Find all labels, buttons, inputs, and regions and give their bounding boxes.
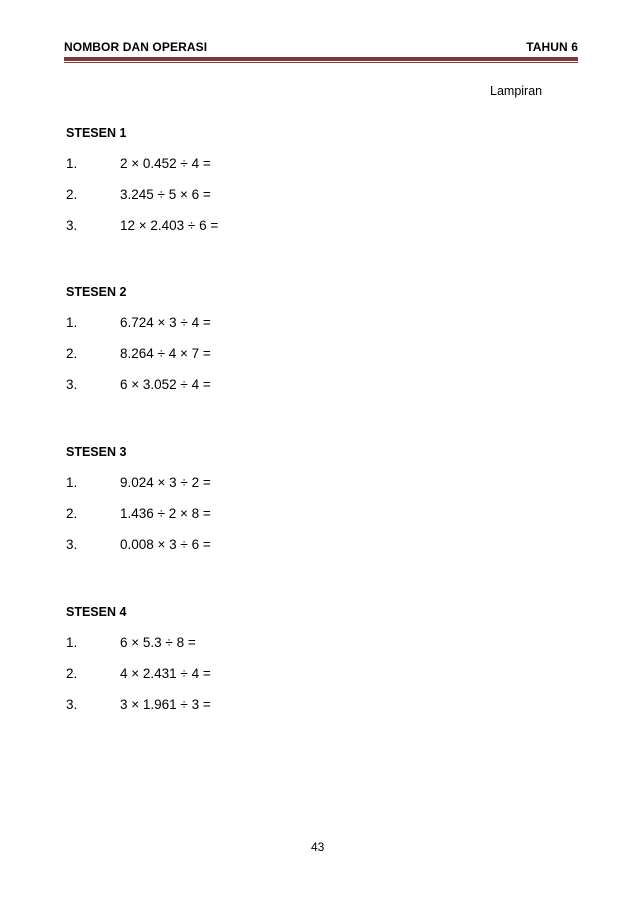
problem-item — [66, 635, 546, 666]
station-title: STESEN 4 — [66, 605, 127, 619]
problem-number: 2. — [66, 346, 78, 361]
problem-item — [66, 475, 546, 506]
problem-number: 2. — [66, 187, 78, 202]
problem-expression: 6 × 3.052 ÷ 4 = — [120, 377, 211, 392]
problem-item — [66, 187, 546, 218]
problem-expression: 2 × 0.452 ÷ 4 = — [120, 156, 211, 171]
problem-expression: 1.436 ÷ 2 × 8 = — [120, 506, 211, 521]
problem-number: 3. — [66, 697, 78, 712]
problem-number: 1. — [66, 635, 78, 650]
header-subject: NOMBOR DAN OPERASI — [64, 40, 208, 54]
problem-number: 2. — [66, 506, 78, 521]
problem-expression: 0.008 × 3 ÷ 6 = — [120, 537, 211, 552]
problem-expression: 3.245 ÷ 5 × 6 = — [120, 187, 211, 202]
station-title: STESEN 3 — [66, 445, 127, 459]
problem-number: 1. — [66, 156, 78, 171]
problem-list — [66, 156, 546, 249]
header-rule-thick — [64, 57, 578, 61]
problem-list — [66, 315, 546, 408]
header-rule-thin — [64, 62, 578, 63]
station-2 — [66, 282, 546, 408]
problem-item — [66, 377, 546, 408]
header-grade: TAHUN 6 — [526, 40, 578, 54]
problem-expression: 6 × 5.3 ÷ 8 = — [120, 635, 196, 650]
page-number: 43 — [311, 840, 325, 854]
problem-expression: 4 × 2.431 ÷ 4 = — [120, 666, 211, 681]
problem-list — [66, 635, 546, 728]
problem-item — [66, 697, 546, 728]
problem-number: 1. — [66, 475, 78, 490]
appendix-label: Lampiran — [490, 84, 543, 98]
problem-number: 3. — [66, 377, 78, 392]
problem-list — [66, 475, 546, 568]
problem-item — [66, 315, 546, 346]
problem-item — [66, 156, 546, 187]
problem-item — [66, 218, 546, 249]
problem-expression: 8.264 ÷ 4 × 7 = — [120, 346, 211, 361]
problem-expression: 6.724 × 3 ÷ 4 = — [120, 315, 211, 330]
station-3 — [66, 442, 546, 568]
problem-number: 3. — [66, 218, 78, 233]
problem-item — [66, 666, 546, 697]
problem-item — [66, 537, 546, 568]
station-title: STESEN 1 — [66, 126, 127, 140]
problem-number: 3. — [66, 537, 78, 552]
problem-number: 2. — [66, 666, 78, 681]
problem-expression: 9.024 × 3 ÷ 2 = — [120, 475, 211, 490]
station-1 — [66, 123, 546, 249]
station-4 — [66, 602, 546, 728]
problem-expression: 12 × 2.403 ÷ 6 = — [120, 218, 219, 233]
problem-expression: 3 × 1.961 ÷ 3 = — [120, 697, 211, 712]
problem-item — [66, 346, 546, 377]
problem-item — [66, 506, 546, 537]
station-title: STESEN 2 — [66, 285, 127, 299]
problem-number: 1. — [66, 315, 78, 330]
